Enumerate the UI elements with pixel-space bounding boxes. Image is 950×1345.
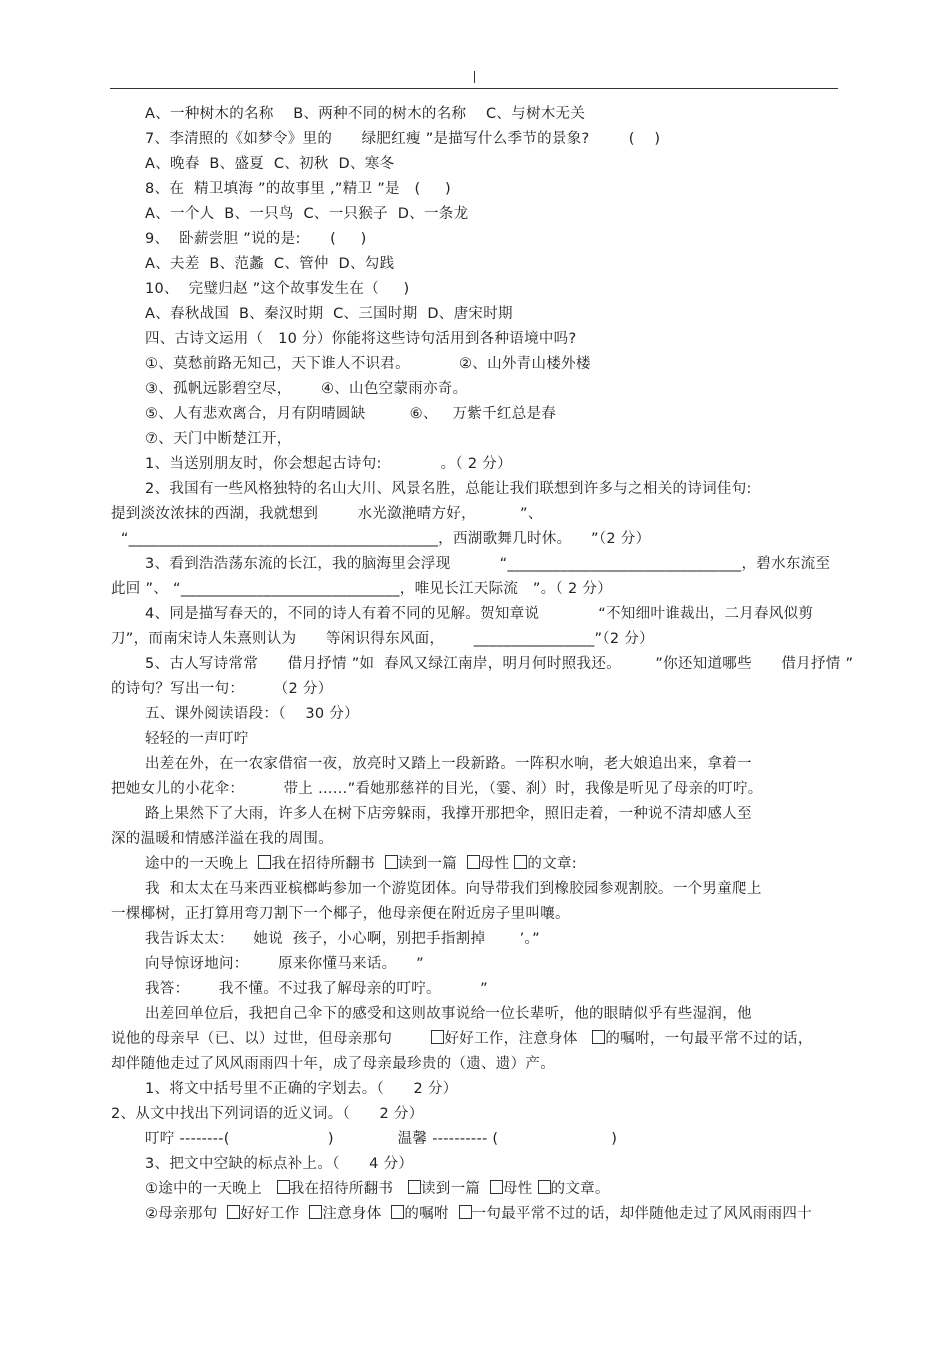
passage-paragraph-1-cont: 把她女儿的小花伞： 带上 ……”看她那慈祥的目光，（霎、刹）时，我像是听见了母亲的叮咛。 <box>111 781 763 797</box>
poem-question-2: 2、我国有一些风格独特的名山大川、风景名胜，总能让我们联想到许多与之相关的诗词佳句: <box>145 481 752 497</box>
passage-paragraph-2-cont: 深的温暖和情感洋溢在我的周围。 <box>111 831 333 847</box>
question-9: 9、 卧薪尝胆 ”说的是: ( ) <box>145 231 367 247</box>
poem-lines-3-4: ③、孤帆远影碧空尽， ④、山色空蒙雨亦奇。 <box>145 381 468 397</box>
question-10: 10、 完璧归赵 ”这个故事发生在（ ) <box>145 281 410 297</box>
passage-paragraph-2: 路上果然下了大雨，许多人在树下店旁躲雨，我撑开那把伞，照旧走着，一种说不清却感人至 <box>145 806 752 822</box>
poem-lines-1-2: ①、莫愁前路无知己，天下谁人不识君。 ②、山外青山楼外楼 <box>145 356 591 372</box>
punctuation-blank <box>391 1205 404 1219</box>
text-fragment: 的文章: <box>527 856 577 872</box>
punctuation-blank <box>592 1030 605 1044</box>
text-fragment: 注意身体 <box>322 1206 392 1222</box>
poem-lines-5-6: ⑤、人有悲欢离合，月有阴晴圆缺 ⑥、 万紫千红总是春 <box>145 406 557 422</box>
poem-question-5-cont: 的诗句？写出一句： （2 分） <box>111 681 333 697</box>
text-fragment: 途中的一天晚上 <box>145 856 259 872</box>
poem-question-5: 5、古人写诗常常 借月抒情 ”如 春风又绿江南岸，明月何时照我还。 ”你还知道哪些 借月抒情 ” <box>145 656 854 672</box>
punctuation-blank <box>227 1205 240 1219</box>
poem-question-4: 4、同是描写春天的，不同的诗人有着不同的见解。贺知章说 “不知细叶谁裁出，二月春风似剪 <box>145 606 814 622</box>
punctuation-blank <box>514 855 527 869</box>
punctuation-blank <box>538 1180 551 1194</box>
reading-question-3-item-1 <box>145 1179 610 1199</box>
reading-question-2: 2、从文中找出下列词语的近义词。（ 2 分） <box>111 1106 424 1122</box>
text-fragment: ②母亲那句 <box>145 1206 228 1222</box>
passage-paragraph-5-end: 却伴随他走过了风风雨雨四十年，成了母亲最珍贵的（遗、遗）产。 <box>111 1056 555 1072</box>
reading-question-2-blanks: 叮咛 --------( ) 温馨 ---------- ( ) <box>145 1131 618 1147</box>
question-7-options: A、晚春 B、盛夏 C、初秋 D、寒冬 <box>145 156 395 172</box>
header-rule <box>110 88 838 89</box>
passage-paragraph-5: 出差回单位后，我把自己伞下的感受和这则故事说给一位长辈听，他的眼睛似乎有些湿润，他 <box>145 1006 752 1022</box>
passage-title: 轻轻的一声叮咛 <box>145 731 249 747</box>
text-fragment: 的文章。 <box>550 1181 610 1197</box>
poem-question-4-cont: 刀”，而南宋诗人朱熹则认为 等闲识得东风面， ________________”（2 分） <box>111 631 654 647</box>
text-fragment: 母性 <box>503 1181 538 1197</box>
text-fragment: 我在招待所翻书 <box>271 856 385 872</box>
passage-paragraph-4-cont: 一棵椰树，正打算用弯刀割下一个椰子，他母亲便在附近房子里叫嚷。 <box>111 906 570 922</box>
passage-dialogue-1: 我告诉太太： 她说 孩子，小心啊，别把手指割掉 ’。” <box>145 931 540 947</box>
text-fragment: 我在招待所翻书 <box>289 1181 408 1197</box>
poem-question-3-cont: 此回 ”、 “_____________________________，唯见长江天际流 ”。（ 2 分） <box>111 581 613 597</box>
punctuation-blank <box>258 855 271 869</box>
passage-paragraph-5-cont <box>111 1029 813 1049</box>
text-fragment: 的嘱咐 <box>404 1206 459 1222</box>
poem-line-7: ⑦、天门中断楚江开， <box>145 431 292 447</box>
poem-question-1: 1、当送别朋友时，你会想起古诗句: 。（ 2 分） <box>145 456 512 472</box>
punctuation-blank <box>467 855 480 869</box>
passage-paragraph-1: 出差在外，在一农家借宿一夜，放亮时又踏上一段新路。一阵积水响，老大娘追出来，拿着一 <box>145 756 752 772</box>
question-6-options: A、一种树木的名称 B、两种不同的树木的名称 C、与树木无关 <box>145 106 586 122</box>
text-fragment: 读到一篇 <box>397 856 467 872</box>
reading-question-3: 3、把文中空缺的标点补上。（ 4 分） <box>145 1156 414 1172</box>
question-7: 7、李清照的《如梦令》里的 绿肥红瘦 ”是描写什么季节的景象? ( ) <box>145 131 661 147</box>
text-fragment: 一句最平常不过的话，却伴随他走过了风风雨雨四十 <box>471 1206 813 1222</box>
punctuation-blank <box>431 1030 444 1044</box>
punctuation-blank <box>277 1180 290 1194</box>
header-mark <box>474 71 475 83</box>
question-9-options: A、夫差 B、范蠡 C、管仲 D、勾践 <box>145 256 395 272</box>
passage-dialogue-3: 我答： 我不懂。不过我了解母亲的叮咛。 ” <box>145 981 488 997</box>
text-fragment: 母性 <box>479 856 515 872</box>
text-fragment: 好好工作 <box>240 1206 310 1222</box>
punctuation-blank <box>459 1205 472 1219</box>
poem-question-2-cont: 提到淡汝浓抹的西湖，我就想到 水光潋滟晴方好， ”、 <box>111 506 543 522</box>
text-fragment: 好好工作，注意身体 <box>444 1031 593 1047</box>
text-fragment: 说他的母亲早（已、以）过世，但母亲那句 <box>111 1031 432 1047</box>
punctuation-blank <box>408 1180 421 1194</box>
question-8-options: A、一个人 B、一只鸟 C、一只猴子 D、一条龙 <box>145 206 469 222</box>
section-5-heading: 五、课外阅读语段：（ 30 分） <box>145 706 359 722</box>
reading-question-3-item-2 <box>145 1204 812 1224</box>
question-10-options: A、春秋战国 B、秦汉时期 C、三国时期 D、唐宋时期 <box>145 306 513 322</box>
text-fragment: ①途中的一天晚上 <box>145 1181 277 1197</box>
reading-question-1: 1、将文中括号里不正确的字划去。（ 2 分） <box>145 1081 458 1097</box>
section-4-heading: 四、古诗文运用（ 10 分）你能将这些诗句活用到各种语境中吗? <box>145 331 577 347</box>
text-fragment: 的嘱咐，一句最平常不过的话， <box>605 1031 813 1047</box>
punctuation-blank <box>385 855 398 869</box>
punctuation-blank <box>490 1180 503 1194</box>
question-8: 8、在 精卫填海 ”的故事里 ,”精卫 ”是 ( ) <box>145 181 452 197</box>
poem-question-2-blank: “_________________________________________，西湖歌舞几时休。 ”（2 分） <box>111 531 651 547</box>
poem-question-3: 3、看到浩浩荡东流的长江，我的脑海里会浮现 “_______________________________，碧水东流至 <box>145 556 831 572</box>
passage-dialogue-2: 向导惊讶地问： 原来你懂马来话。 ” <box>145 956 424 972</box>
text-fragment: 读到一篇 <box>420 1181 490 1197</box>
passage-paragraph-3 <box>145 854 577 874</box>
punctuation-blank <box>309 1205 322 1219</box>
passage-paragraph-4: 我 和太太在马来西亚槟榔屿参加一个游览团体。向导带我们到橡胶园参观割胶。一个男童爬上 <box>145 881 762 897</box>
